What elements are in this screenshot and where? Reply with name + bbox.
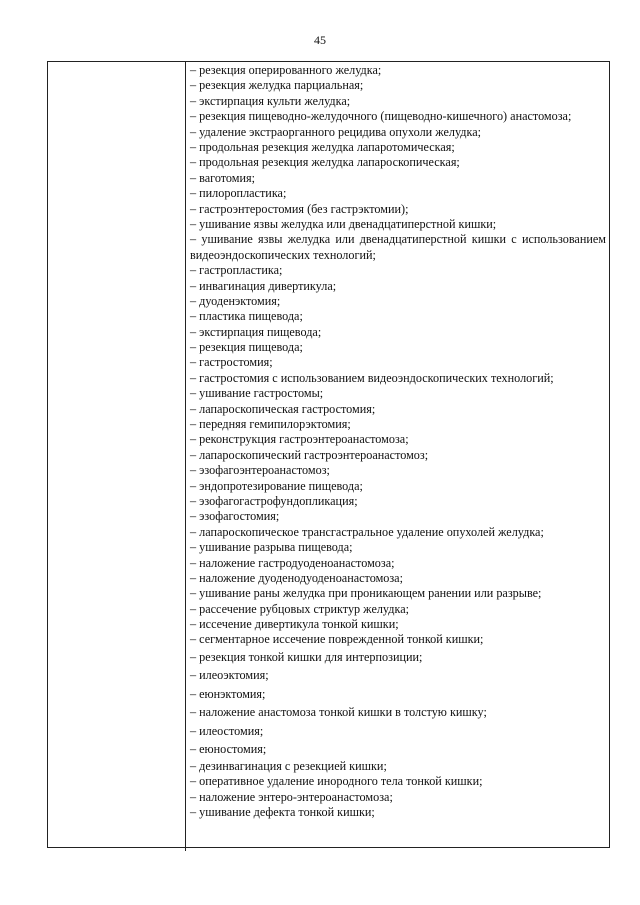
procedures-table [47, 61, 610, 848]
list-item: – пластика пищевода; [190, 309, 303, 324]
list-item: – гастропластика; [190, 263, 283, 278]
list-item: – сегментарное иссечение поврежденной тонкой кишки; [190, 632, 484, 647]
procedure-list [190, 63, 606, 820]
list-item: – резекция пищеводно-желудочного (пищеводно-кишечного) анастомоза; [190, 109, 572, 124]
list-item: – илеостомия; [190, 723, 264, 738]
list-item: – передняя гемипилорэктомия; [190, 417, 351, 432]
list-item: – резекция пищевода; [190, 340, 303, 355]
list-item: – лапароскопическая гастростомия; [190, 401, 376, 416]
list-item: – наложение гастродуоденоанастомоза; [190, 555, 395, 570]
list-item: – дуоденэктомия; [190, 293, 281, 308]
list-item: – эзофагогастрофундопликация; [190, 493, 358, 508]
list-item: – пилоропластика; [190, 186, 287, 201]
list-item: – экстирпация культи желудка; [190, 93, 351, 108]
list-item: – ушивание язвы желудка или двенадцатиперстной кишки; [190, 216, 497, 231]
list-item: – продольная резекция желудка лапаротомическая; [190, 139, 455, 154]
list-item: – ушивание раны желудка при проникающем ранении или разрыве; [190, 586, 542, 601]
list-item: – рассечение рубцовых стриктур желудка; [190, 601, 409, 616]
list-item: – гастроэнтеростомия (без гастрэктомии); [190, 201, 409, 216]
list-item: – ушивание разрыва пищевода; [190, 540, 353, 555]
list-item: – удаление экстраорганного рецидива опухоли желудка; [190, 124, 482, 139]
column-divider [185, 62, 186, 851]
list-item: – лапароскопический гастроэнтероанастомоз; [190, 447, 429, 462]
list-item: – еюнэктомия; [190, 686, 266, 701]
list-item: – эзофагоэнтероанастомоз; [190, 463, 330, 478]
list-item: – эзофагостомия; [190, 509, 280, 524]
list-item: – эндопротезирование пищевода; [190, 478, 363, 493]
list-item: – ушивание язвы желудка или двенадцатиперстной кишки с использованием видеоэндоскопических технологий; [190, 232, 606, 262]
left-column-cell [48, 62, 185, 847]
list-item: – инвагинация дивертикула; [190, 278, 337, 293]
list-item: – продольная резекция желудка лапароскопическая; [190, 155, 460, 170]
list-item: – иссечение дивертикула тонкой кишки; [190, 617, 399, 632]
list-item: – лапароскопическое трансгастральное удаление опухолей желудка; [190, 524, 544, 539]
list-item: – наложение дуоденодуоденоанастомоза; [190, 570, 403, 585]
list-item: – наложение энтеро-энтероанастомоза; [190, 789, 393, 804]
list-item: – резекция желудка парциальная; [190, 78, 364, 93]
list-item: – резекция оперированного желудка; [190, 63, 382, 77]
list-item: – гастростомия; [190, 355, 273, 370]
list-item: – еюностомия; [190, 742, 267, 757]
list-item: – реконструкция гастроэнтероанастомоза; [190, 432, 409, 447]
page-number: 45 [314, 33, 326, 47]
list-item: – ушивание гастростомы; [190, 386, 324, 401]
list-item: – гастростомия с использованием видеоэндоскопических технологий; [190, 370, 554, 385]
list-item: – ваготомия; [190, 170, 256, 185]
list-item: – оперативное удаление инородного тела тонкой кишки; [190, 774, 483, 789]
list-item: – резекция тонкой кишки для интерпозиции; [190, 649, 423, 664]
list-item: – ушивание дефекта тонкой кишки; [190, 805, 375, 820]
list-item: – илеоэктомия; [190, 668, 269, 683]
list-item: – дезинвагинация с резекцией кишки; [190, 758, 387, 773]
list-item: – наложение анастомоза тонкой кишки в толстую кишку; [190, 705, 487, 720]
list-item: – экстирпация пищевода; [190, 324, 322, 339]
